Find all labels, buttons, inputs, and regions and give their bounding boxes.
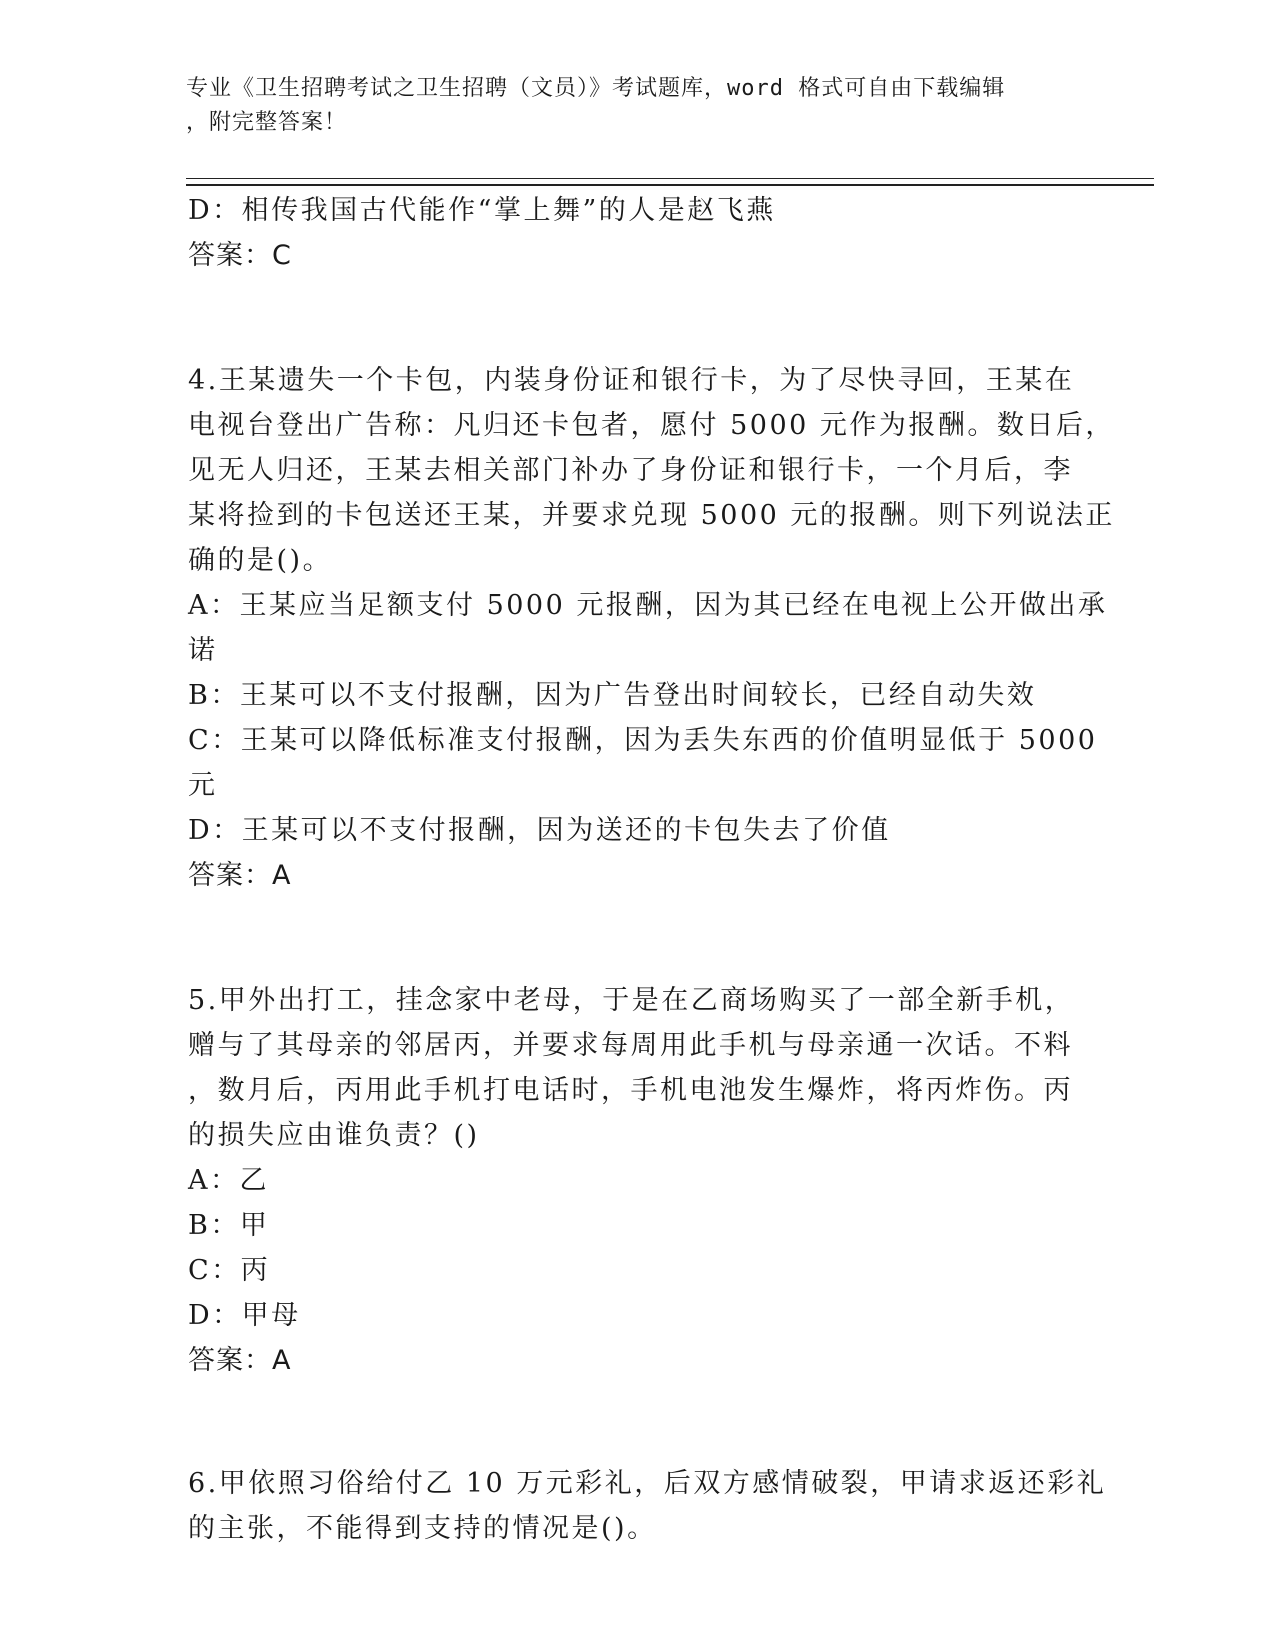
option-a: A：乙: [188, 1165, 269, 1196]
option-c: C：王某可以降低标准支付报酬，因为丢失东西的价值明显低于 5000: [188, 725, 1098, 756]
option-a: A：王某应当足额支付 5000 元报酬，因为其已经在电视上公开做出承: [188, 590, 1108, 621]
header-divider-thick: [186, 184, 1154, 186]
question-stem-line: 的主张，不能得到支持的情况是()。: [188, 1513, 657, 1544]
question-stem-line: 见无人归还，王某去相关部门补办了身份证和银行卡，一个月后，李: [188, 455, 1073, 486]
question-4: [188, 358, 1115, 898]
answer-line: 答案：C: [188, 240, 292, 271]
question-content: [188, 188, 1115, 1551]
question-stem-line: 确的是()。: [188, 545, 333, 576]
option-b: B：王某可以不支付报酬，因为广告登出时间较长，已经自动失效: [188, 680, 1037, 711]
option-a-continued: 诺: [188, 635, 218, 666]
option-d: D：甲母: [188, 1300, 301, 1331]
question-3-tail: [188, 188, 1088, 278]
option-c-continued: 元: [188, 770, 218, 801]
option-d: D：王某可以不支付报酬，因为送还的卡包失去了价值: [188, 815, 891, 846]
question-5: [188, 978, 1088, 1383]
answer-line: 答案：A: [188, 860, 292, 891]
spacer: [188, 1383, 1088, 1461]
question-6: [188, 1461, 1107, 1551]
spacer: [188, 898, 1088, 978]
question-stem-line: 5.甲外出打工，挂念家中老母，于是在乙商场购买了一部全新手机，: [188, 985, 1075, 1016]
header-line-2: ，附完整答案！: [186, 110, 348, 135]
question-stem-line: 某将捡到的卡包送还王某，并要求兑现 5000 元的报酬。则下列说法正: [188, 500, 1115, 531]
option-b: B：甲: [188, 1210, 270, 1241]
question-stem-line: 6.甲依照习俗给付乙 10 万元彩礼，后双方感情破裂，甲请求返还彩礼: [188, 1468, 1107, 1499]
question-stem-line: 赠与了其母亲的邻居丙，并要求每周用此手机与母亲通一次话。不料: [188, 1030, 1073, 1061]
spacer: [188, 278, 1088, 358]
option-c: C：丙: [188, 1255, 271, 1286]
header-divider-thin: [186, 178, 1154, 179]
document-header: [186, 72, 1066, 140]
option-d: D：相传我国古代能作“掌上舞”的人是赵飞燕: [188, 195, 776, 226]
header-line-1: 专业《卫生招聘考试之卫生招聘（文员）》考试题库，word 格式可自由下载编辑: [186, 76, 1006, 101]
answer-line: 答案：A: [188, 1345, 292, 1376]
question-stem-line: 4.王某遗失一个卡包，内装身份证和银行卡，为了尽快寻回，王某在: [188, 365, 1075, 396]
question-stem-line: 的损失应由谁负责？(): [188, 1120, 480, 1151]
question-stem-line: 电视台登出广告称：凡归还卡包者，愿付 5000 元作为报酬。数日后，: [188, 410, 1115, 441]
question-stem-line: ，数月后，丙用此手机打电话时，手机电池发生爆炸，将丙炸伤。丙: [188, 1075, 1073, 1106]
